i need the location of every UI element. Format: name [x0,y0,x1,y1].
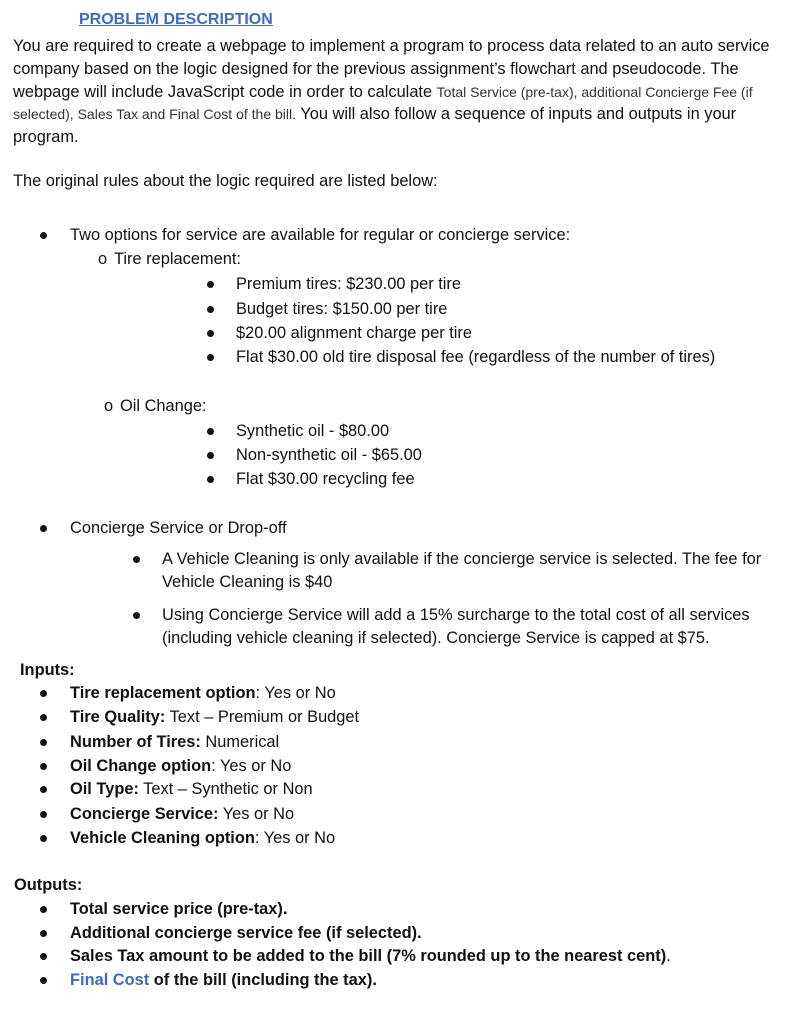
bullet-icon [207,452,214,459]
tire-item: Budget tires: $150.00 per tire [236,300,448,318]
bullet-icon [207,476,214,483]
input-item: Vehicle Cleaning option: Yes or No [70,829,336,847]
input-item: Number of Tires: Numerical [70,733,280,751]
tire-item: Flat $30.00 old tire disposal fee (regardless of the number of tires) [236,348,716,366]
oil-item: Non-synthetic oil - $65.00 [236,446,422,464]
oil-change-label: Oil Change: [120,397,207,415]
rules-intro: The original rules about the logic required are listed below: [13,172,438,190]
output-item: Sales Tax amount to be added to the bill (7% rounded up to the nearest cent). [70,947,671,965]
page-title: PROBLEM DESCRIPTION [79,11,273,28]
input-item: Oil Change option: Yes or No [70,757,292,775]
bullet-icon [40,977,47,984]
intro-text-2: You will also follow a sequence of inputs and outputs in your program. [13,105,737,147]
tire-item: Premium tires: $230.00 per tire [236,275,462,293]
intro-paragraph [13,35,795,149]
bullet-icon [40,906,47,913]
bullet-icon [40,953,47,960]
bullet-icon [207,354,214,361]
bullet-icon [40,690,47,697]
bullet-icon [40,811,47,818]
output-item: Additional concierge service fee (if selected). [70,924,422,942]
intro-calculations: Total Service (pre-tax), additional Concierge Fee (if selected), Sales Tax and Final Cost of the bill. [13,83,753,123]
bullet-icon [207,281,214,288]
bullet-icon [40,763,47,770]
bullet-icon [40,232,47,239]
output-item: Total service price (pre-tax). [70,900,288,918]
input-item: Tire Quality: Text – Premium or Budget [70,708,360,726]
circle-marker-icon: o [104,397,114,415]
outputs-heading: Outputs: [14,876,83,894]
bullet-icon [40,714,47,721]
bullet-icon [133,612,140,619]
circle-marker-icon: o [98,250,108,268]
tire-replacement-label: Tire replacement: [114,250,241,268]
bullet-icon [207,306,214,313]
input-item: Concierge Service: Yes or No [70,805,295,823]
bullet-icon [40,786,47,793]
output-item: Final Cost of the bill (including the tax). [70,971,377,989]
bullet-icon [207,428,214,435]
inputs-heading: Inputs: [20,661,75,679]
tire-item: $20.00 alignment charge per tire [236,324,472,342]
concierge-label: Concierge Service or Drop-off [70,519,287,537]
bullet-icon [40,525,47,532]
service-options-label: Two options for service are available for regular or concierge service: [70,226,571,244]
bullet-icon [40,739,47,746]
input-item: Oil Type: Text – Synthetic or Non [70,780,313,798]
oil-item: Synthetic oil - $80.00 [236,422,390,440]
bullet-icon [133,556,140,563]
bullet-icon [40,930,47,937]
intro-text-1: You are required to create a webpage to implement a program to process data related to an auto service company based on the logic designed for the previous assignment’s flowchart and pseudocode. The webpage will include JavaScript code in order to calculate [13,37,770,101]
concierge-item: Using Concierge Service will add a 15% surcharge to the total cost of all services (including vehicle cleaning if selected). Concierge Service is capped at $75. [162,606,750,647]
oil-item: Flat $30.00 recycling fee [236,470,415,488]
concierge-item: A Vehicle Cleaning is only available if the concierge service is selected. The fee for Vehicle Cleaning is $40 [162,550,762,591]
bullet-icon [207,330,214,337]
bullet-icon [40,835,47,842]
input-item: Tire replacement option: Yes or No [70,684,336,702]
